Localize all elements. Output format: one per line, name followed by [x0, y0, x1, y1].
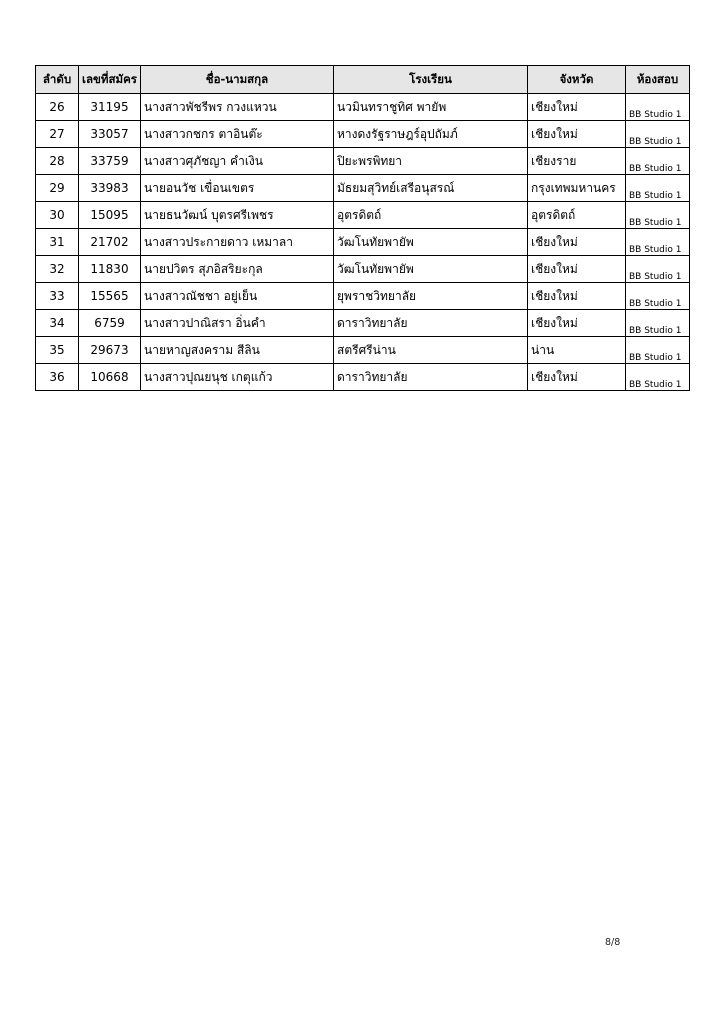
cell-full-name: นายอนวัช เขื่อนเขตร	[141, 175, 334, 202]
table-row	[36, 337, 690, 364]
cell-application-number: 31195	[79, 94, 141, 121]
cell-exam-room: BB Studio 1	[626, 364, 690, 391]
cell-order: 34	[36, 310, 79, 337]
cell-full-name: นางสาวประกายดาว เหมาลา	[141, 229, 334, 256]
header-province: จังหวัด	[528, 66, 626, 94]
cell-order: 26	[36, 94, 79, 121]
cell-application-number: 29673	[79, 337, 141, 364]
cell-exam-room: BB Studio 1	[626, 283, 690, 310]
cell-application-number: 33759	[79, 148, 141, 175]
table-row	[36, 94, 690, 121]
cell-order: 31	[36, 229, 79, 256]
cell-school: วัฒโนทัยพายัพ	[334, 256, 528, 283]
header-application-number: เลขที่สมัคร	[79, 66, 141, 94]
cell-exam-room: BB Studio 1	[626, 229, 690, 256]
cell-order: 27	[36, 121, 79, 148]
cell-full-name: นายหาญสงคราม สีลิน	[141, 337, 334, 364]
cell-full-name: นางสาวปุณยนุช เกตุแก้ว	[141, 364, 334, 391]
cell-province: น่าน	[528, 337, 626, 364]
cell-order: 36	[36, 364, 79, 391]
cell-school: วัฒโนทัยพายัพ	[334, 229, 528, 256]
cell-exam-room: BB Studio 1	[626, 175, 690, 202]
cell-order: 33	[36, 283, 79, 310]
cell-school: ยุพราชวิทยาลัย	[334, 283, 528, 310]
table-row	[36, 202, 690, 229]
table-body	[36, 94, 690, 391]
cell-order: 35	[36, 337, 79, 364]
cell-province: เชียงใหม่	[528, 310, 626, 337]
cell-application-number: 10668	[79, 364, 141, 391]
cell-province: เชียงใหม่	[528, 94, 626, 121]
header-exam-room: ห้องสอบ	[626, 66, 690, 94]
table-row	[36, 364, 690, 391]
cell-full-name: นางสาวพัชรีพร กวงแหวน	[141, 94, 334, 121]
table-row	[36, 148, 690, 175]
cell-school: หางดงรัฐราษฎร์อุปถัมภ์	[334, 121, 528, 148]
table-header	[36, 66, 690, 94]
header-school: โรงเรียน	[334, 66, 528, 94]
table-row	[36, 121, 690, 148]
cell-full-name: นางสาวณัชชา อยู่เย็น	[141, 283, 334, 310]
cell-application-number: 15565	[79, 283, 141, 310]
table-row	[36, 310, 690, 337]
cell-order: 30	[36, 202, 79, 229]
cell-province: กรุงเทพมหานคร	[528, 175, 626, 202]
cell-order: 32	[36, 256, 79, 283]
cell-province: เชียงใหม่	[528, 121, 626, 148]
cell-province: เชียงใหม่	[528, 364, 626, 391]
table-row	[36, 175, 690, 202]
table-row	[36, 283, 690, 310]
cell-province: เชียงใหม่	[528, 256, 626, 283]
cell-province: เชียงราย	[528, 148, 626, 175]
cell-school: ดาราวิทยาลัย	[334, 310, 528, 337]
cell-application-number: 6759	[79, 310, 141, 337]
cell-application-number: 33983	[79, 175, 141, 202]
cell-exam-room: BB Studio 1	[626, 256, 690, 283]
cell-full-name: นางสาวกชกร ตาอินต๊ะ	[141, 121, 334, 148]
cell-school: สตรีศรีน่าน	[334, 337, 528, 364]
cell-full-name: นางสาวปาณิสรา อิ่นคำ	[141, 310, 334, 337]
cell-exam-room: BB Studio 1	[626, 148, 690, 175]
cell-exam-room: BB Studio 1	[626, 121, 690, 148]
cell-order: 28	[36, 148, 79, 175]
table-row	[36, 229, 690, 256]
header-row	[36, 66, 690, 94]
cell-school: ปิยะพรพิทยา	[334, 148, 528, 175]
cell-application-number: 11830	[79, 256, 141, 283]
cell-full-name: นางสาวศุภัชญา คำเงิน	[141, 148, 334, 175]
cell-school: นวมินทราชูทิศ พายัพ	[334, 94, 528, 121]
cell-full-name: นายปวิตร สุภอิสริยะกุล	[141, 256, 334, 283]
cell-exam-room: BB Studio 1	[626, 202, 690, 229]
page-number: 8/8	[605, 937, 621, 948]
cell-application-number: 21702	[79, 229, 141, 256]
cell-province: เชียงใหม่	[528, 283, 626, 310]
table-row	[36, 256, 690, 283]
header-full-name: ชื่อ-นามสกุล	[141, 66, 334, 94]
cell-school: อุตรดิตถ์	[334, 202, 528, 229]
applicant-table	[35, 65, 690, 391]
cell-exam-room: BB Studio 1	[626, 94, 690, 121]
cell-order: 29	[36, 175, 79, 202]
cell-application-number: 33057	[79, 121, 141, 148]
cell-school: มัธยมสุวิทย์เสรีอนุสรณ์	[334, 175, 528, 202]
cell-full-name: นายธนวัฒน์ บุตรศรีเพชร	[141, 202, 334, 229]
header-order: ลำดับ	[36, 66, 79, 94]
cell-application-number: 15095	[79, 202, 141, 229]
cell-exam-room: BB Studio 1	[626, 337, 690, 364]
cell-province: เชียงใหม่	[528, 229, 626, 256]
cell-school: ดาราวิทยาลัย	[334, 364, 528, 391]
cell-province: อุตรดิตถ์	[528, 202, 626, 229]
cell-exam-room: BB Studio 1	[626, 310, 690, 337]
